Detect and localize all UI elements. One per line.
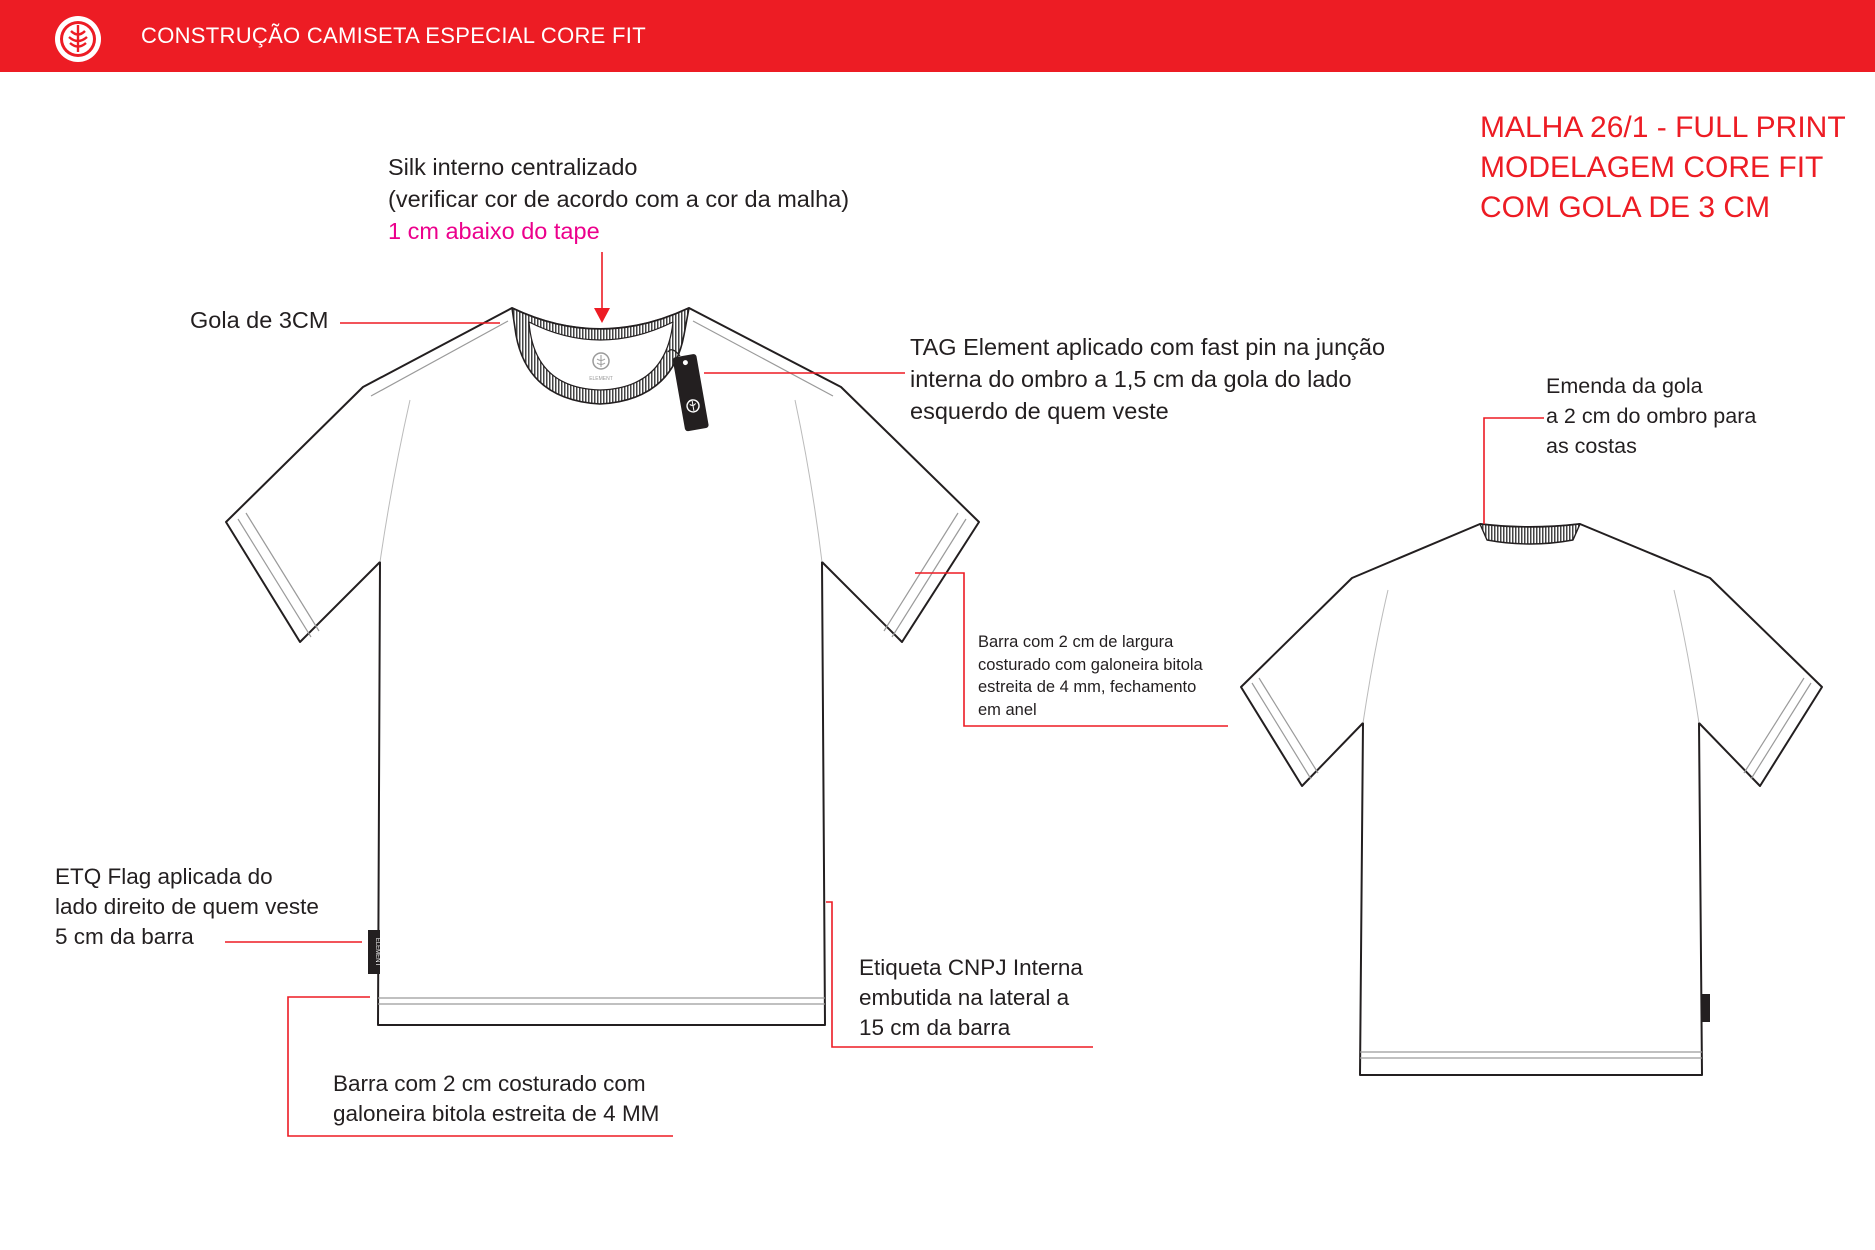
- note-tag-line1: TAG Element aplicado com fast pin na junção: [910, 334, 1386, 360]
- spec-line-fabric: MALHA 26/1 - FULL PRINT: [1480, 111, 1846, 144]
- note-body-hem: [333, 1069, 659, 1129]
- t-shirt-back-flat: [1241, 524, 1822, 1075]
- flag-label-front: [368, 930, 380, 974]
- note-body-hem-line1: Barra com 2 cm costurado com: [333, 1071, 646, 1096]
- spec-line-fit: MODELAGEM CORE FIT: [1480, 151, 1824, 184]
- collar-seam-leader-line: [1484, 418, 1544, 524]
- note-sleeve-hem-line2: costurado com galoneira bitola: [978, 655, 1203, 674]
- note-collar-seam-line3: as costas: [1546, 434, 1637, 458]
- t-shirt-front-flat: [226, 308, 979, 1025]
- flag-label-text: ELEMENT: [374, 937, 380, 967]
- note-tag-line2: interna do ombro a 1,5 cm da gola do lado: [910, 366, 1352, 392]
- note-flag-label-line2: lado direito de quem veste: [55, 894, 319, 919]
- arrow-down-icon: [594, 308, 610, 323]
- note-collar-seam-line2: a 2 cm do ombro para: [1546, 404, 1757, 428]
- note-flag-label-line1: ETQ Flag aplicada do: [55, 864, 273, 889]
- note-cnpj-label-line1: Etiqueta CNPJ Interna: [859, 955, 1083, 980]
- note-sleeve-hem-line1: Barra com 2 cm de largura: [978, 633, 1174, 651]
- flag-label-back: [1702, 994, 1710, 1022]
- note-body-hem-line2: galoneira bitola estreita de 4 MM: [333, 1101, 660, 1126]
- spec-line-collar: COM GOLA DE 3 CM: [1480, 191, 1771, 224]
- note-sleeve-hem: [978, 631, 1203, 721]
- note-cnpj-label-line2: embutida na lateral a: [859, 985, 1070, 1010]
- note-collar-text: Gola de 3CM: [190, 307, 329, 333]
- note-cnpj-label-line3: 15 cm da barra: [859, 1015, 1011, 1040]
- note-silk-line2: (verificar cor de acordo com a cor da malha): [388, 186, 850, 212]
- note-flag-label-line3: 5 cm da barra: [55, 924, 194, 949]
- page-title: CONSTRUÇÃO CAMISETA ESPECIAL CORE FIT: [141, 23, 646, 48]
- note-collar: [190, 304, 328, 336]
- note-sleeve-hem-line4: em anel: [978, 700, 1037, 719]
- note-tag-line3: esquerdo de quem veste: [910, 398, 1169, 424]
- note-silk: [388, 151, 849, 247]
- note-silk-line1: Silk interno centralizado: [388, 154, 638, 180]
- note-collar-seam: [1546, 371, 1756, 461]
- note-cnpj-label: [859, 953, 1083, 1043]
- note-silk-line3: 1 cm abaixo do tape: [388, 218, 600, 244]
- note-sleeve-hem-line3: estreita de 4 mm, fechamento: [978, 678, 1197, 696]
- note-tag: [910, 331, 1385, 427]
- note-flag-label: [55, 862, 319, 952]
- note-collar-seam-line1: Emenda da gola: [1546, 374, 1703, 398]
- neck-print-text: ELEMENT: [589, 376, 613, 382]
